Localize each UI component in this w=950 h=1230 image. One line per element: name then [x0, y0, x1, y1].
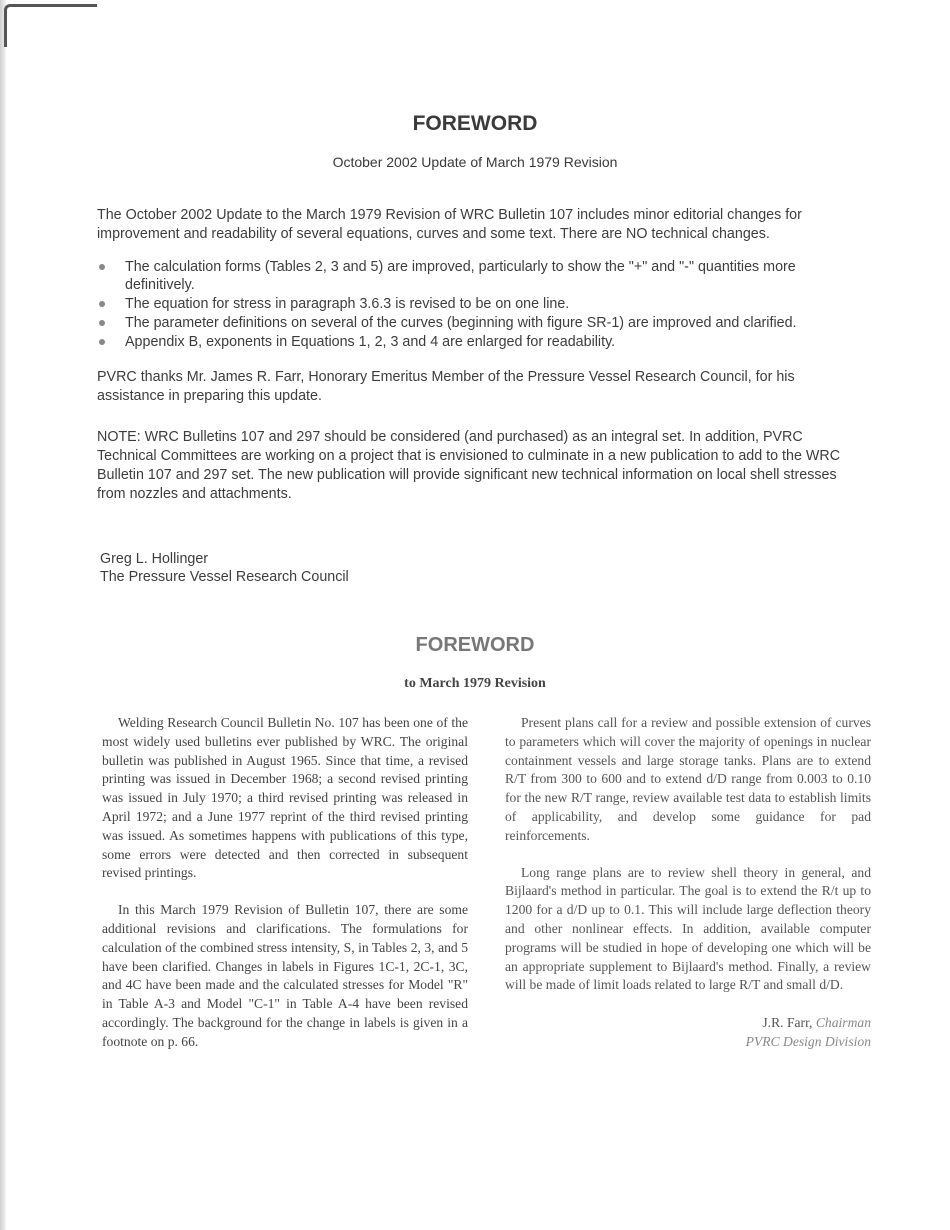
- list-item: [97, 314, 865, 332]
- list-item-text: The parameter definitions on several of the curves (beginning with figure SR-1) are improved and clarified.: [125, 315, 797, 331]
- signature-name: J.R. Farr,: [762, 1015, 813, 1031]
- column-paragraph: In this March 1979 Revision of Bulletin 107, there are some additional revisions and clarifications. The formulations for calculation of the combined stress intensity, S, in Tables 2, 3, and 5 have been clarified. Changes in labels in Figures 1C-1, 2C-1, 3C, and 4C have been made and the calculated stresses for Model "R" in Table A-3 and Model "C-1" in Table A-4 have been revised accordingly. The background for the change in labels is given in a footnote on p. 66.: [102, 902, 468, 1049]
- signature-organization: The Pressure Vessel Research Council: [100, 569, 349, 585]
- change-list: [97, 258, 865, 352]
- signature-role: Chairman: [815, 1015, 871, 1031]
- section-subtitle: to March 1979 Revision: [404, 676, 546, 691]
- list-item-text: The calculation forms (Tables 2, 3 and 5) are improved, particularly to show the "+" and "-" quantities more definitively.: [125, 259, 796, 293]
- list-item-text: The equation for stress in paragraph 3.6.3 is revised to be on one line.: [125, 296, 570, 312]
- list-item: [97, 333, 865, 351]
- bullet-icon: [99, 264, 105, 270]
- list-item: [97, 295, 865, 313]
- column-paragraph: Long range plans are to review shell theory in general, and Bijlaard's method in particular. The goal is to extend the R/t up to 1200 for a d/D up to 0.1. This will include large deflection theory and other nonlinear effects. In addition, available computer programs will be studied in hope of developing one which will be an appropriate supplement to Bijlaard's method. Finally, a review will be made of limit loads related to large R/T and small d/D.: [505, 864, 871, 993]
- scan-edge: [0, 0, 6, 1230]
- thanks-paragraph: PVRC thanks Mr. James R. Farr, Honorary Emeritus Member of the Pressure Vessel Research Council, for his assistance in preparing this update.: [97, 369, 795, 404]
- bullet-icon: [99, 301, 105, 307]
- page-subtitle: October 2002 Update of March 1979 Revision: [332, 154, 618, 170]
- signature-division: PVRC Design Division: [745, 1034, 871, 1050]
- right-column: [505, 714, 871, 1051]
- bullet-icon: [99, 339, 105, 345]
- page-title: FOREWORD: [412, 112, 538, 135]
- intro-paragraph: The October 2002 Update to the March 1979 Revision of WRC Bulletin 107 includes minor editorial changes for improvement and readability of several equations, curves and some text. There are NO technical changes.: [97, 207, 802, 242]
- column-paragraph: Present plans call for a review and possible extension of curves to parameters which will cover the majority of openings in nuclear containment vessels and large storage tanks. Plans are to extend R/T from 300 to 600 and to extend d/D range from 0.003 to 0.10 for the new R/T range, review available test data to establish limits of applicability, and develop some guidance for pad reinforcements.: [505, 715, 871, 843]
- list-item-text: Appendix B, exponents in Equations 1, 2, 3 and 4 are enlarged for readability.: [125, 334, 616, 350]
- update-signature: [100, 550, 349, 586]
- note-paragraph: NOTE: WRC Bulletins 107 and 297 should be considered (and purchased) as an integral set. In addition, PVRC Technical Committees are working on a project that is envisioned to culminate in a new publication to add to the WRC Bulletin 107 and 297 set. The new publication will provide significant new technical information on local shell stresses from nozzles and attachments.: [97, 429, 841, 502]
- signature-line: [505, 1013, 871, 1032]
- left-column: [102, 714, 468, 1070]
- scan-corner-mark: [4, 4, 97, 47]
- signature-name: Greg L. Hollinger: [100, 551, 209, 567]
- bullet-icon: [99, 320, 105, 326]
- list-item: [97, 258, 865, 294]
- column-paragraph: Welding Research Council Bulletin No. 107 has been one of the most widely used bulletins ever published by WRC. The original bulletin was published in August 1965. Since that time, a revised printing was issued in December 1968; a second revised printing was issued in July 1970; a third revised printing was released in April 1972; and a June 1977 reprint of the third revised printing was issued. As sometimes happens with publications of this type, some errors were detected and then corrected in subsequent revised printings.: [102, 715, 468, 881]
- revision-signature: [505, 1013, 871, 1051]
- section-title: FOREWORD: [415, 634, 535, 656]
